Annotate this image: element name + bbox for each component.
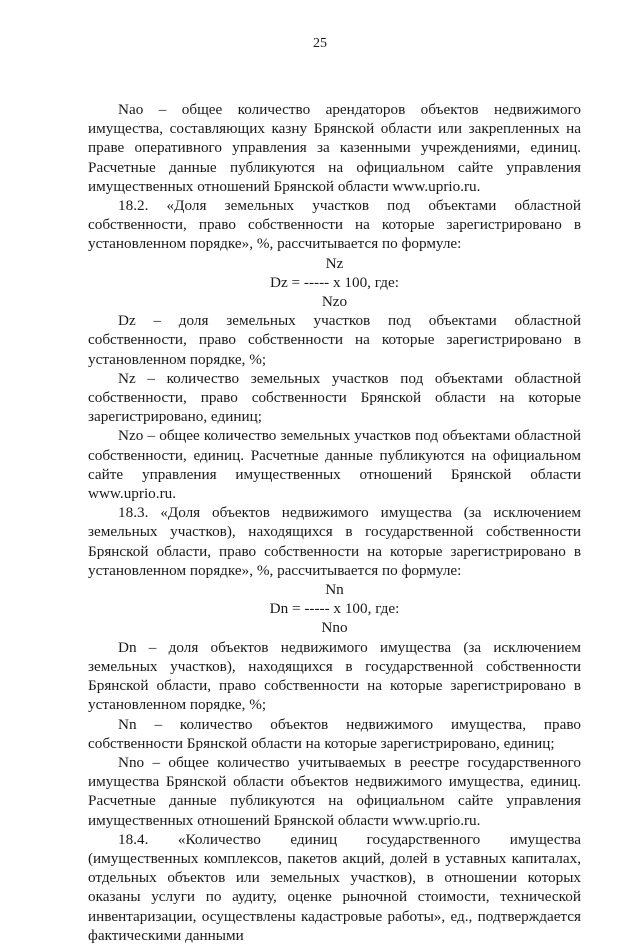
formula-equation: Dz = ----- х 100, где:	[270, 273, 399, 291]
paragraph-18-4: 18.4. «Количество единиц государственного имущества (имущественных комплексов, пакетов акций, долей в уставных капиталах, отдельных объектов или земельных участков), в отношении которых оказаны услуги по аудиту, оценке рыночной стоимости, технической инвентаризации, осуществлены кадастровые работы», ед., подтверждается фактическими данными	[88, 830, 581, 944]
formula-dn	[88, 580, 581, 638]
formula-denominator: Nno	[321, 619, 348, 637]
paragraph-nno-definition: Nno – общее количество учитываемых в реестре государственного имущества Брянской области объектов недвижимого имущества, единиц. Расчетные данные публикуются на официальном сайте управления имущественных отношений Брянской области www.uprio.ru.	[88, 753, 581, 829]
paragraph-nao-definition: Nao – общее количество арендаторов объектов недвижимого имущества, составляющих казну Брянской области или закрепленных на праве оперативного управления за казенными учреждениями, единиц. Расчетные данные публикуются на официальном сайте управления имущественных отношений Брянской области www.uprio.ru.	[88, 101, 581, 195]
formula-dz	[88, 254, 581, 312]
page-number: 25	[313, 36, 327, 51]
formula-denominator: Nzo	[321, 293, 348, 311]
paragraph-nzo-definition: Nzo – общее количество земельных участков под объектами областной собственности, единиц. Расчетные данные публикуются на официальном сайте управления имущественных отношений Брянской области www.uprio.ru.	[88, 427, 581, 503]
paragraph-18-3: 18.3. «Доля объектов недвижимого имущества (за исключением земельных участков), находящихся в государственной собственности Брянской области, право собственности на которые зарегистрировано в установленном порядке», %, рассчитывается по формуле:	[88, 504, 581, 579]
paragraph-nz-definition: Nz – количество земельных участков под объектами областной собственности, право собственности Брянской области на которые зарегистрировано, единиц;	[88, 369, 581, 426]
paragraph-18-2: 18.2. «Доля земельных участков под объектами областной собственности, право собственности на которые зарегистрировано в установленном порядке», %, рассчитывается по формуле:	[88, 197, 581, 253]
paragraph-nn-definition: Nn – количество объектов недвижимого имущества, право собственности Брянской области на которые зарегистрировано, единиц;	[88, 715, 581, 752]
paragraph-dz-definition: Dz – доля земельных участков под объектами областной собственности, право собственности на которые зарегистрировано в установленном порядке, %;	[88, 312, 581, 368]
formula-numerator: Nn	[325, 581, 344, 599]
formula-numerator: Nz	[325, 254, 344, 272]
formula-equation: Dn = ----- х 100, где:	[269, 600, 400, 618]
document-body	[88, 100, 581, 945]
paragraph-dn-definition: Dn – доля объектов недвижимого имущества (за исключением земельных участков), находящихся в государственной собственности Брянской области, право собственности на которые зарегистрировано в установленном порядке, %;	[88, 638, 581, 714]
